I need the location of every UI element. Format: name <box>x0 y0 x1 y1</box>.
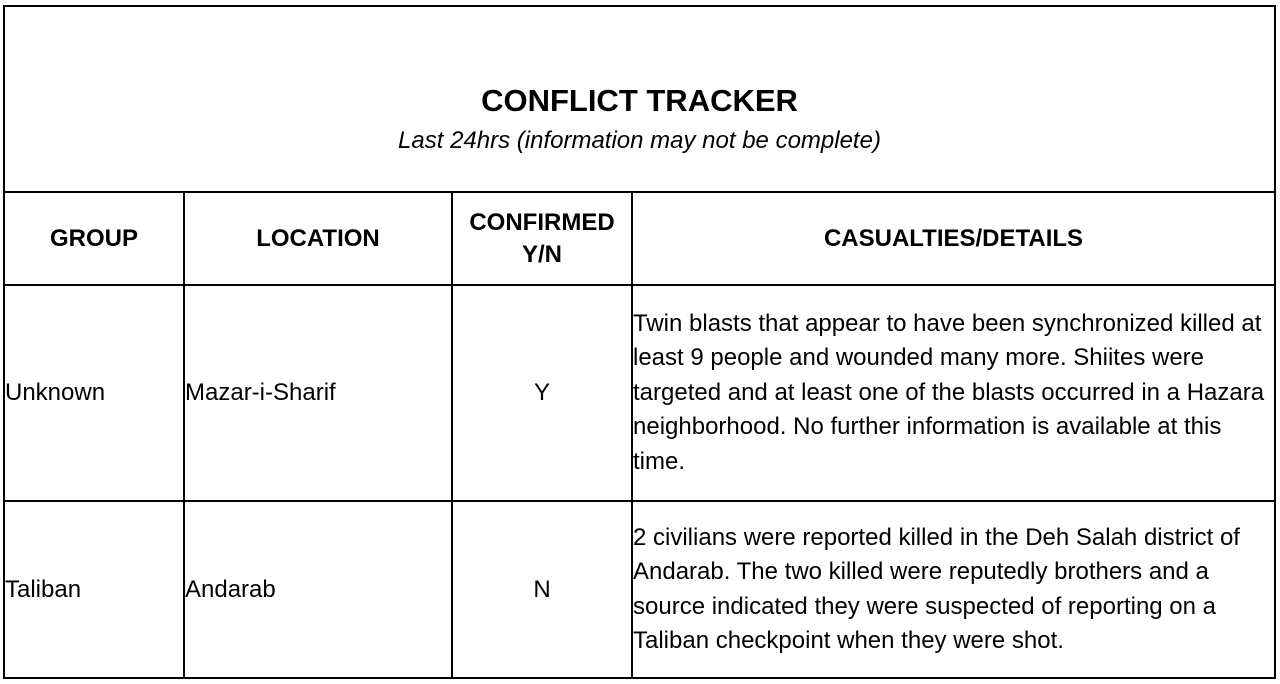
page-title: CONFLICT TRACKER <box>481 83 798 118</box>
table-row <box>5 501 1274 677</box>
title-block <box>5 7 1274 193</box>
details-cell: 2 civilians were reported killed in the Deh Salah district of Andarab. The two killed were reputedly brothers and a source indicated they were suspected of reporting on a Taliban checkpoint when they were shot. <box>632 501 1274 677</box>
column-header-details: CASUALTIES/DETAILS <box>632 193 1274 285</box>
column-header-location: LOCATION <box>184 193 452 285</box>
column-header-confirmed: CONFIRMED Y/N <box>452 193 632 285</box>
conflict-tracker <box>3 5 1276 679</box>
table-row <box>5 285 1274 501</box>
confirmed-cell: N <box>452 501 632 677</box>
group-cell: Taliban <box>5 501 184 677</box>
column-header-group: GROUP <box>5 193 184 285</box>
table-header-row <box>5 193 1274 285</box>
group-cell: Unknown <box>5 285 184 501</box>
location-cell: Andarab <box>184 501 452 677</box>
location-cell: Mazar-i-Sharif <box>184 285 452 501</box>
page-subtitle: Last 24hrs (information may not be complete) <box>398 127 881 154</box>
details-cell: Twin blasts that appear to have been synchronized killed at least 9 people and wounded many more. Shiites were targeted and at least one of the blasts occurred in a Hazara neighborhood. No further information is available at this time. <box>632 285 1274 501</box>
conflict-table <box>5 193 1274 677</box>
confirmed-cell: Y <box>452 285 632 501</box>
